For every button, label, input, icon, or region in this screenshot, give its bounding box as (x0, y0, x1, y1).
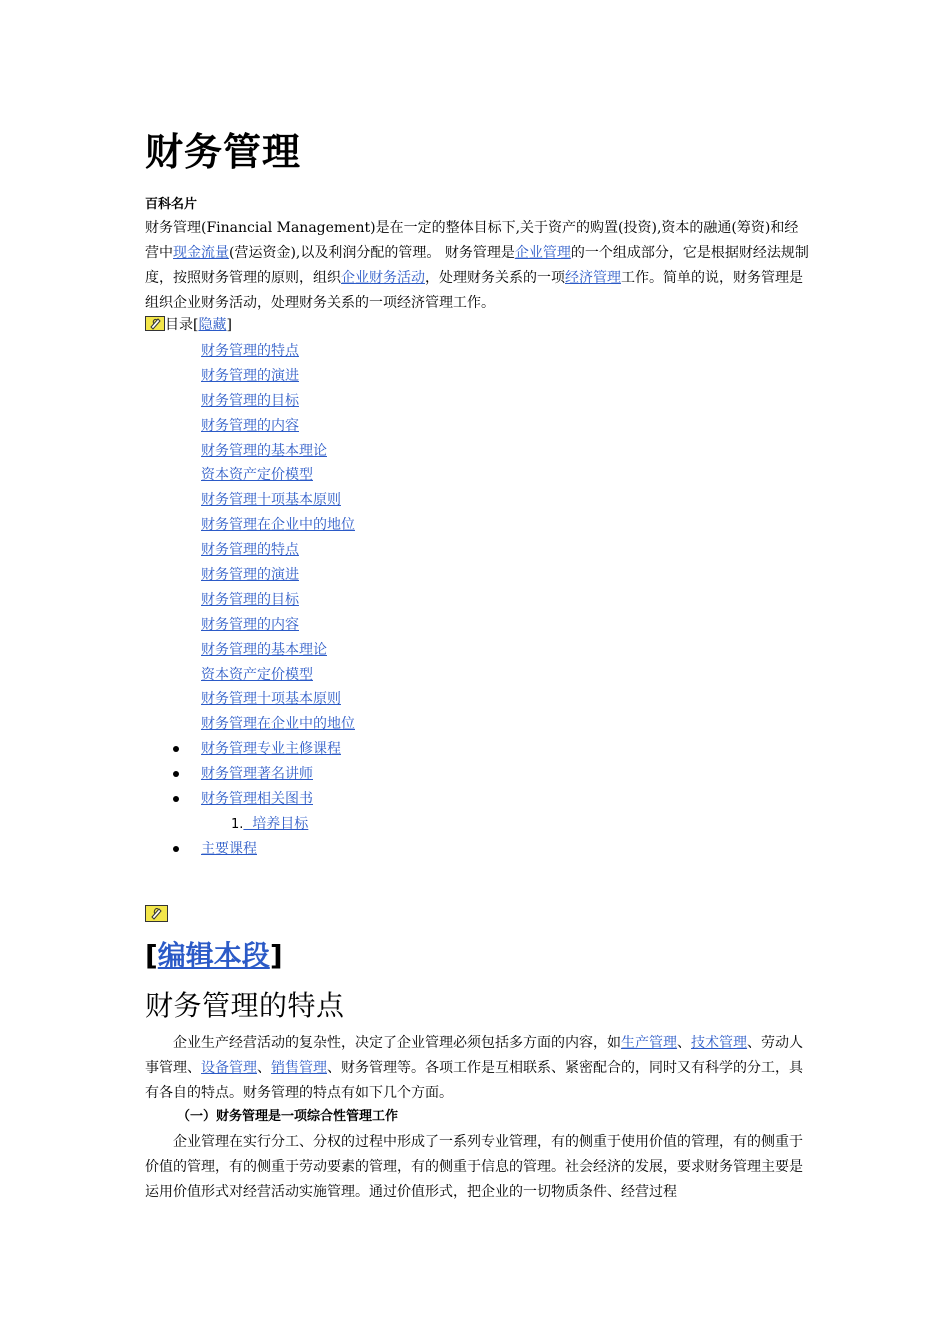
toc-link[interactable]: 资本资产定价模型 (201, 666, 313, 683)
toc-link[interactable]: 财务管理相关图书 (201, 790, 313, 807)
toc-item (201, 414, 355, 439)
edit-icon[interactable] (145, 905, 168, 922)
section-paragraph: 企业管理在实行分工、分权的过程中形成了一系列专业管理，有的侧重于使用价值的管理，有的侧重于价值的管理，有的侧重于劳动要素的管理，有的侧重于信息的管理。社会经济的发展，要求财务管理主要是运用价值形式对经营活动实施管理。通过价值形式，把企业的一切物质条件、经营过程 (145, 1134, 803, 1200)
link-enterprise-management[interactable]: 企业管理 (514, 245, 571, 261)
toc-item (201, 687, 355, 712)
link-production-management[interactable]: 生产管理 (621, 1035, 677, 1051)
edit-section-link[interactable]: 编辑本段 (157, 939, 270, 972)
toc-link[interactable]: 财务管理十项基本原则 (201, 492, 341, 509)
edit-section-control (145, 936, 283, 976)
toc-link[interactable]: 财务管理的基本理论 (201, 641, 327, 658)
link-technical-management[interactable]: 技术管理 (691, 1035, 747, 1051)
toc-link[interactable]: 主要课程 (201, 840, 257, 857)
toc-link[interactable]: 财务管理的特点 (201, 542, 299, 559)
para-text: 、财务管理等。各项工作是互相联系、紧密配合的，同时又有科学的分工，具有各自的特点。财务管理的特点有如下几个方面。 (145, 1060, 803, 1101)
bracket-close: ] (269, 939, 283, 972)
link-enterprise-financial-activity[interactable]: 企业财务活动 (341, 270, 425, 286)
intro-paragraph (145, 216, 810, 316)
toc-bullet-list (145, 737, 341, 861)
toc-item (201, 364, 355, 389)
section-edit-icon-wrap (145, 905, 168, 924)
toc-label-close: ] (226, 317, 232, 333)
toc-link[interactable]: 培养目标 (243, 815, 309, 832)
link-sales-management[interactable]: 销售管理 (271, 1060, 327, 1076)
section-heading: 财务管理的特点 (145, 989, 345, 1022)
toc-list (201, 339, 355, 737)
toc-link[interactable]: 财务管理的特点 (201, 343, 299, 359)
para-text: 、 (677, 1035, 691, 1051)
number-label: 1. (231, 816, 244, 832)
bullet-item (145, 787, 341, 812)
link-economic-management[interactable]: 经济管理 (565, 270, 621, 286)
toc-item (201, 638, 355, 663)
toc-link[interactable]: 财务管理专业主修课程 (201, 741, 341, 757)
toc-item (201, 538, 355, 563)
toc-link[interactable]: 财务管理的目标 (201, 591, 299, 608)
toc-item (201, 463, 355, 488)
toc-item (201, 513, 355, 538)
toc-item (201, 712, 355, 737)
toc-link[interactable]: 财务管理的内容 (201, 616, 299, 633)
toc-header (145, 313, 232, 337)
toc-link[interactable]: 财务管理的内容 (201, 417, 299, 434)
bullet-item (145, 737, 341, 762)
toc-link[interactable]: 资本资产定价模型 (201, 467, 313, 484)
toc-link[interactable]: 财务管理的目标 (201, 392, 299, 409)
toc-item (201, 563, 355, 588)
toc-item (201, 439, 355, 464)
toc-label: 目录[ (165, 317, 199, 333)
para-text: 、 (257, 1060, 271, 1076)
toc-link[interactable]: 财务管理的基本理论 (201, 442, 327, 459)
intro-text: 财务管理(Financial Management)是在一定的整体目标下,关于资产的购置(投资),资本的融通(筹资)和经营中 (145, 220, 799, 261)
toc-link[interactable]: 财务管理在企业中的地位 (201, 716, 355, 733)
numbered-item (145, 812, 341, 837)
bullet-item (145, 762, 341, 787)
toc-item (201, 588, 355, 613)
toc-item (201, 613, 355, 638)
para-text: 、劳动人事管理、 (145, 1035, 803, 1076)
para-text: 企业生产经营活动的复杂性，决定了企业管理必须包括多方面的内容，如 (173, 1035, 621, 1051)
intro-text: 工作。简单的说，财务管理是组织企业财务活动，处理财务关系的一项经济管理工作。 (145, 270, 803, 311)
page-title: 财务管理 (145, 129, 302, 174)
toc-hide-link[interactable]: 隐藏 (198, 317, 227, 333)
toc-link[interactable]: 财务管理在企业中的地位 (201, 517, 355, 534)
link-equipment-management[interactable]: 设备管理 (201, 1060, 257, 1076)
link-cash-flow[interactable]: 现金流量 (173, 245, 229, 261)
bullet-item (145, 837, 341, 862)
intro-text: ，处理财务关系的一项 (425, 270, 565, 286)
toc-link[interactable]: 财务管理十项基本原则 (201, 691, 341, 708)
toc-link[interactable]: 财务管理著名讲师 (201, 765, 313, 782)
toc-item (201, 339, 355, 364)
bracket-open: [ (145, 939, 158, 972)
section-paragraph (145, 1031, 810, 1106)
intro-text: (营运资金),以及利润分配的管理。 财务管理是 (229, 245, 515, 261)
card-label: 百科名片 (145, 197, 198, 212)
toc-item (201, 663, 355, 688)
toc-toggle-icon[interactable] (145, 316, 165, 331)
toc-link[interactable]: 财务管理的演进 (201, 567, 299, 584)
toc-item (201, 488, 355, 513)
toc-item (201, 389, 355, 414)
toc-link[interactable]: 财务管理的演进 (201, 367, 299, 384)
intro-text: 的一个组成部分，它是根据财经法规制度，按照财务管理的原则，组织 (145, 245, 809, 286)
sub-heading: （一）财务管理是一项综合性管理工作 (177, 1109, 399, 1124)
